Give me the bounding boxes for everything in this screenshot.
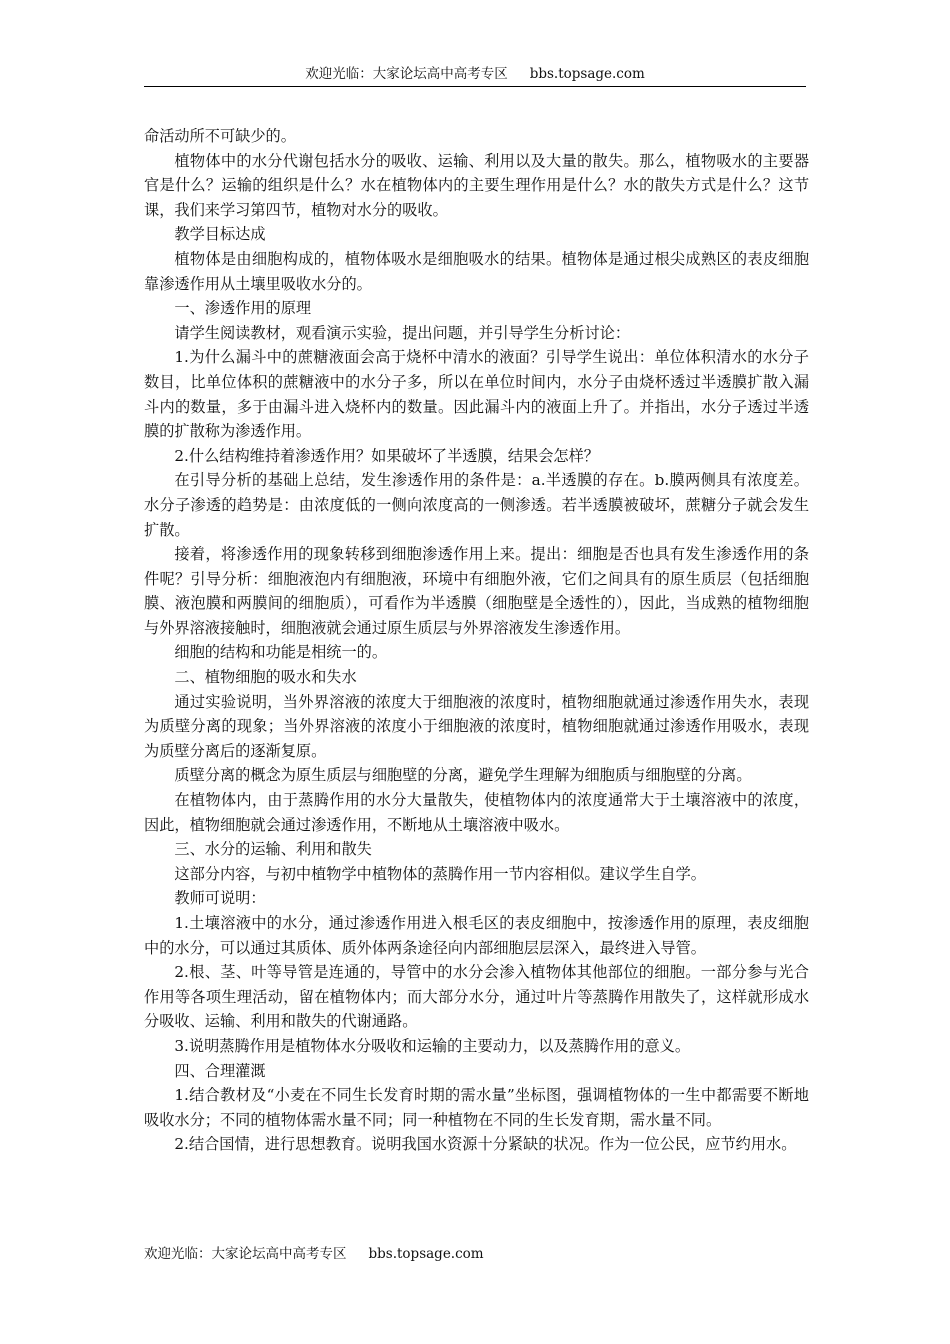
paragraph-osmosis-conditions: 在引导分析的基础上总结，发生渗透作用的条件是：a.半透膜的存在。b.膜两侧具有浓度差。水分子渗透的趋势是：由浓度低的一侧向浓度高的一侧渗透。若半透膜被破坏，蔗糖分子就会发生扩散。 [144, 471, 809, 539]
paragraph-transpiration-uptake: 在植物体内，由于蒸腾作用的水分大量散失，使植物体内的浓度通常大于土壤溶液中的浓度，因此，植物细胞就会通过渗透作用，不断地从土壤溶液中吸水。 [144, 791, 809, 834]
list-item-funnel-question: 1.为什么漏斗中的蔗糖液面会高于烧杯中清水的液面？引导学生说出：单位体积清水的水分子数目，比单位体积的蔗糖液中的水分子多，所以在单位时间内，水分子由烧杯透过半透膜扩散入漏斗内的数量，多于由漏斗进入烧杯内的数量。因此漏斗内的液面上升了。并指出，水分子透过半透膜的扩散称为渗透作用。 [144, 348, 809, 441]
list-item-soil-water: 1.土壤溶液中的水分，通过渗透作用进入根毛区的表皮细胞中，按渗透作用的原理，表皮细胞中的水分，可以通过其质体、质外体两条途径向内部细胞层层深入，最终进入导管。 [144, 914, 809, 957]
list-item-transpiration-power: 3.说明蒸腾作用是植物体水分吸收和运输的主要动力，以及蒸腾作用的意义。 [174, 1036, 691, 1055]
paragraph-plasmolysis: 通过实验说明，当外界溶液的浓度大于细胞液的浓度时，植物细胞就通过渗透作用失水，表现为质壁分离的现象；当外界溶液的浓度小于细胞液的浓度时，植物细胞就通过渗透作用吸水，表现为质壁分离后的逐渐复原。 [144, 692, 809, 760]
section-heading-osmosis: 一、渗透作用的原理 [174, 299, 312, 318]
page-footer [144, 1244, 484, 1264]
heading-teaching-goals: 教学目标达成 [174, 225, 266, 244]
header-site-label: 欢迎光临：大家论坛高中高考专区 [305, 66, 508, 82]
paragraph-structure-function: 细胞的结构和功能是相统一的。 [174, 643, 388, 662]
footer-site-label: 欢迎光临：大家论坛高中高考专区 [144, 1246, 347, 1262]
page-header [144, 64, 806, 87]
list-item-water-conservation: 2.结合国情，进行思想教育。说明我国水资源十分紧缺的状况。作为一位公民，应节约用水。 [174, 1135, 797, 1154]
header-url-link[interactable]: bbs.topsage.com [529, 66, 645, 82]
paragraph-self-study: 这部分内容，与初中植物学中植物体的蒸腾作用一节内容相似。建议学生自学。 [174, 864, 706, 883]
footer-url-link[interactable]: bbs.topsage.com [368, 1246, 484, 1262]
list-item-structure-question: 2.什么结构维持着渗透作用？如果破坏了半透膜，结果会怎样？ [174, 446, 599, 465]
list-item-vessels: 2.根、茎、叶等导管是连通的，导管中的水分会渗入植物体其他部位的细胞。一部分参与光合作用等各项生理活动，留在植物体内；而大部分水分，通过叶片等蒸腾作用散失了，这样就形成水分吸收、运输、利用和散失的代谢通路。 [144, 963, 809, 1031]
paragraph-intro: 植物体中的水分代谢包括水分的吸收、运输、利用以及大量的散失。那么，植物吸水的主要器官是什么？运输的组织是什么？水在植物体内的主要生理作用是什么？水的散失方式是什么？这节课，我们来学习第四节，植物对水分的吸收。 [144, 151, 809, 219]
list-item-wheat-water-need: 1.结合教材及“小麦在不同生长发育时期的需水量”坐标图，强调植物体的一生中都需要不断地吸收水分；不同的植物体需水量不同；同一种植物在不同的生长发育期，需水量不同。 [144, 1086, 809, 1129]
section-heading-water-transport: 三、水分的运输、利用和散失 [174, 840, 372, 859]
paragraph-reading-instruction: 请学生阅读教材，观看演示实验，提出问题，并引导学生分析讨论： [174, 323, 631, 342]
paragraph-continuation: 命活动所不可缺少的。 [144, 127, 296, 145]
section-heading-irrigation: 四、合理灌溉 [174, 1061, 266, 1080]
paragraph-plasmolysis-definition: 质壁分离的概念为原生质层与细胞壁的分离，避免学生理解为细胞质与细胞壁的分离。 [174, 766, 752, 785]
section-heading-water-gain-loss: 二、植物细胞的吸水和失水 [174, 668, 357, 687]
document-body [144, 124, 809, 1157]
paragraph-cell-osmosis: 接着，将渗透作用的现象转移到细胞渗透作用上来。提出：细胞是否也具有发生渗透作用的条件呢？引导分析：细胞液泡内有细胞液，环境中有细胞外液，它们之间具有的原生质层（包括细胞膜、液泡膜和两膜间的细胞质），可看作为半透膜（细胞壁是全透性的），因此，当成熟的植物细胞与外界溶液接触时，细胞液就会通过原生质层与外界溶液发生渗透作用。 [144, 545, 809, 637]
paragraph-cell-absorption: 植物体是由细胞构成的，植物体吸水是细胞吸水的结果。植物体是通过根尖成熟区的表皮细胞靠渗透作用从土壤里吸收水分的。 [144, 249, 809, 293]
paragraph-teacher-notes: 教师可说明： [174, 889, 266, 908]
